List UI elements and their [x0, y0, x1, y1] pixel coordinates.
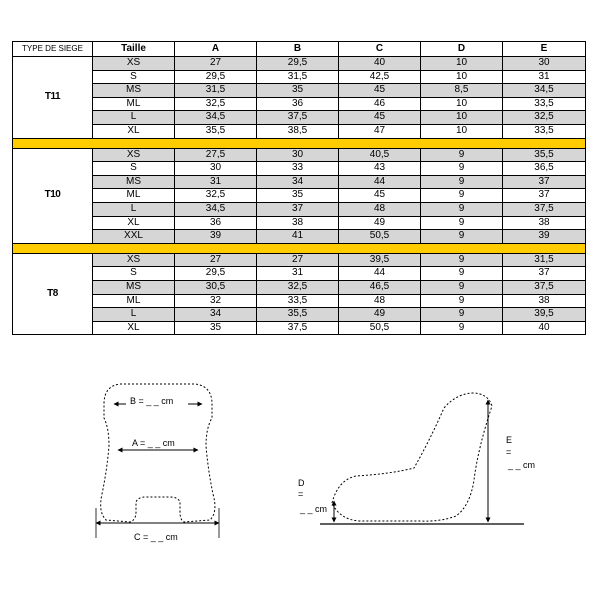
measure-cell: 31,5 [175, 84, 257, 98]
measure-cell: 31 [175, 175, 257, 189]
header-b: B [257, 42, 339, 57]
size-cell: L [93, 202, 175, 216]
size-cell: ML [93, 97, 175, 111]
measure-cell: 32,5 [257, 280, 339, 294]
measure-cell: 49 [339, 308, 421, 322]
measure-cell: 34 [257, 175, 339, 189]
size-cell: ML [93, 189, 175, 203]
measure-cell: 29,5 [257, 57, 339, 71]
size-cell: ML [93, 294, 175, 308]
measure-cell: 38 [503, 216, 586, 230]
measure-cell: 47 [339, 124, 421, 138]
measure-cell: 35,5 [257, 308, 339, 322]
measure-cell: 40 [503, 321, 586, 335]
measure-cell: 36 [175, 216, 257, 230]
measure-cell: 9 [421, 216, 503, 230]
measure-cell: 50,5 [339, 321, 421, 335]
measure-cell: 37,5 [257, 111, 339, 125]
measure-cell: 37,5 [503, 280, 586, 294]
measure-cell: 33,5 [503, 97, 586, 111]
measure-cell: 9 [421, 230, 503, 244]
measure-cell: 34,5 [503, 84, 586, 98]
size-cell: S [93, 267, 175, 281]
size-cell: XS [93, 253, 175, 267]
measure-cell: 35 [175, 321, 257, 335]
header-a: A [175, 42, 257, 57]
measure-cell: 35 [257, 189, 339, 203]
measure-cell: 39 [503, 230, 586, 244]
measure-cell: 49 [339, 216, 421, 230]
measure-cell: 10 [421, 124, 503, 138]
d-equals: = [298, 489, 304, 499]
measure-cell: 27 [175, 253, 257, 267]
measure-cell: 31 [503, 70, 586, 84]
measure-cell: 31 [257, 267, 339, 281]
measure-cell: 39,5 [503, 308, 586, 322]
measure-cell: 46,5 [339, 280, 421, 294]
measure-cell: 10 [421, 70, 503, 84]
measure-cell: 9 [421, 189, 503, 203]
measure-cell: 27 [175, 57, 257, 71]
measure-cell: 45 [339, 84, 421, 98]
size-cell: MS [93, 84, 175, 98]
measure-cell: 37 [503, 267, 586, 281]
measure-cell: 32,5 [175, 189, 257, 203]
measure-cell: 10 [421, 111, 503, 125]
size-cell: XXL [93, 230, 175, 244]
size-cell: L [93, 308, 175, 322]
size-cell: XS [93, 57, 175, 71]
header-seat-type: TYPE DE SIEGE [13, 42, 93, 57]
measure-cell: 29,5 [175, 70, 257, 84]
measure-cell: 32,5 [175, 97, 257, 111]
measure-cell: 35 [257, 84, 339, 98]
measure-cell: 38,5 [257, 124, 339, 138]
measure-cell: 45 [339, 111, 421, 125]
measure-cell: 43 [339, 162, 421, 176]
measure-cell: 30,5 [175, 280, 257, 294]
measure-cell: 9 [421, 321, 503, 335]
measure-cell: 37 [503, 189, 586, 203]
measure-cell: 44 [339, 267, 421, 281]
measure-cell: 9 [421, 294, 503, 308]
measure-cell: 9 [421, 202, 503, 216]
measure-cell: 9 [421, 308, 503, 322]
size-cell: XL [93, 124, 175, 138]
measure-cell: 35,5 [503, 148, 586, 162]
d-letter: D [298, 478, 305, 488]
measure-cell: 10 [421, 57, 503, 71]
b-label: B = _ _ cm [130, 396, 174, 406]
measure-cell: 9 [421, 253, 503, 267]
size-cell: XS [93, 148, 175, 162]
c-label: C = _ _ cm [134, 532, 178, 542]
measure-cell: 30 [257, 148, 339, 162]
measure-cell: 40,5 [339, 148, 421, 162]
measure-cell: 29,5 [175, 267, 257, 281]
measure-cell: 36 [257, 97, 339, 111]
measure-cell: 32,5 [503, 111, 586, 125]
measure-cell: 35,5 [175, 124, 257, 138]
size-cell: MS [93, 175, 175, 189]
size-cell: MS [93, 280, 175, 294]
measure-cell: 9 [421, 267, 503, 281]
measure-cell: 34 [175, 308, 257, 322]
size-cell: S [93, 162, 175, 176]
measure-cell: 37,5 [503, 202, 586, 216]
measure-cell: 37 [503, 175, 586, 189]
measure-cell: 9 [421, 162, 503, 176]
measure-cell: 27,5 [175, 148, 257, 162]
measure-cell: 42,5 [339, 70, 421, 84]
measure-cell: 39 [175, 230, 257, 244]
measure-cell: 41 [257, 230, 339, 244]
measure-cell: 30 [175, 162, 257, 176]
side-view-diagram [298, 393, 535, 524]
measure-cell: 38 [503, 294, 586, 308]
header-e: E [503, 42, 586, 57]
measure-cell: 46 [339, 97, 421, 111]
d-value: _ _ cm [300, 504, 328, 514]
measure-cell: 10 [421, 97, 503, 111]
measure-cell: 30 [503, 57, 586, 71]
seat-type-cell: T10 [13, 148, 93, 243]
measure-cell: 39,5 [339, 253, 421, 267]
measure-cell: 31,5 [257, 70, 339, 84]
measure-cell: 38 [257, 216, 339, 230]
measure-cell: 50,5 [339, 230, 421, 244]
measure-cell: 27 [257, 253, 339, 267]
measure-cell: 45 [339, 189, 421, 203]
measure-cell: 9 [421, 280, 503, 294]
e-letter: E [506, 435, 513, 445]
seat-type-cell: T11 [13, 57, 93, 139]
size-cell: S [93, 70, 175, 84]
measure-cell: 34,5 [175, 202, 257, 216]
side-seat-outline [332, 393, 492, 521]
measure-cell: 9 [421, 175, 503, 189]
measure-cell: 40 [339, 57, 421, 71]
measure-cell: 8,5 [421, 84, 503, 98]
header-c: C [339, 42, 421, 57]
front-view-diagram [96, 384, 219, 542]
size-cell: XL [93, 321, 175, 335]
header-size: Taille [93, 42, 175, 57]
seat-type-cell: T8 [13, 253, 93, 335]
measure-cell: 37,5 [257, 321, 339, 335]
measure-cell: 9 [421, 148, 503, 162]
measure-cell: 33,5 [257, 294, 339, 308]
measure-cell: 32 [175, 294, 257, 308]
e-equals: = [506, 447, 512, 457]
size-cell: L [93, 111, 175, 125]
a-label: A = _ _ cm [132, 438, 175, 448]
e-value: _ _ cm [508, 460, 536, 470]
size-cell: XL [93, 216, 175, 230]
measure-cell: 48 [339, 294, 421, 308]
measure-cell: 48 [339, 202, 421, 216]
measure-cell: 37 [257, 202, 339, 216]
measure-cell: 34,5 [175, 111, 257, 125]
measure-cell: 44 [339, 175, 421, 189]
header-d: D [421, 42, 503, 57]
measure-cell: 31,5 [503, 253, 586, 267]
measure-cell: 36,5 [503, 162, 586, 176]
measure-cell: 33,5 [503, 124, 586, 138]
measure-cell: 33 [257, 162, 339, 176]
